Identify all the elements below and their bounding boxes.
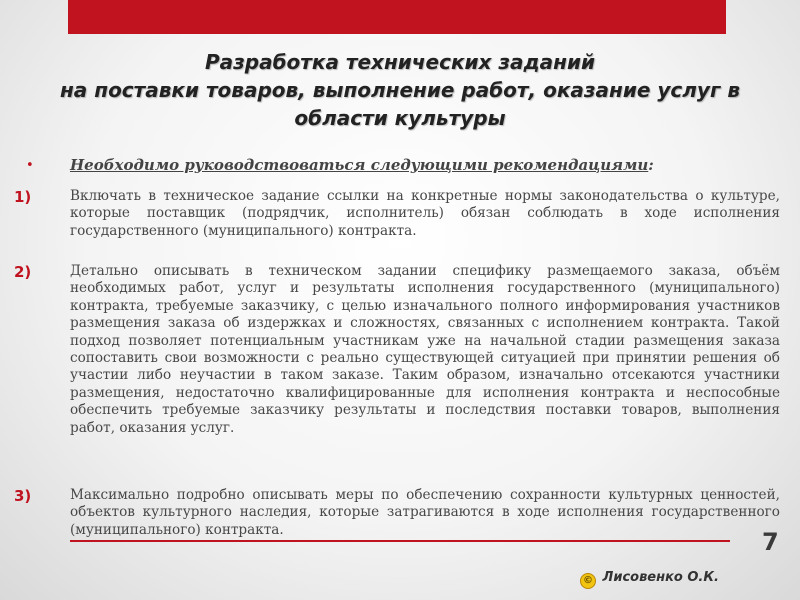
title-line-2: на поставки товаров, выполнение работ, оказание услуг в [59, 78, 741, 102]
lead-text-label: Необходимо руководствоваться следующими рекомендациями [70, 156, 649, 174]
item-text-1: Включать в техническое задание ссылки на конкретные нормы законодательства о культуре, которые поставщик (подрядчик, исполнитель) обязан соблюдать в ходе исполнения государственного (муниципального) контракта. [70, 188, 780, 239]
lead-text [70, 156, 782, 174]
item-text-2: Детально описывать в техническом задании специфику размещаемого заказа, объём необходимых работ, услуг и результаты исполнения государственного (муниципального) контракта, требуемые заказчику, с целью изначального полного информирования участников размещения заказа об издержках и сложностях, связанных с исполнением контракта. Такой подход позволяет потенциальным участникам уже на начальной стадии размещения заказа сопоставить свои возможности с реально существующей ситуацией при принятии решения об участии либо неучастии в таком заказе. Таким образом, изначально отсекаются участники размещения, недостаточно квалифицированные для исполнения контракта и неспособные обеспечить требуемые заказчику результаты и последствия поставки товаров, выполнения работ, оказания услуг. [70, 263, 780, 436]
item-number-2: 2) [14, 263, 32, 281]
title-line-1: Разработка технических заданий [204, 50, 596, 74]
copyright-icon: © [580, 573, 596, 589]
author-name: Лисовенко О.К. [602, 570, 719, 585]
footer-divider [70, 540, 730, 542]
title-line-3: области культуры [294, 106, 506, 130]
page-number: 7 [762, 528, 779, 556]
slide-title [40, 48, 760, 132]
item-number-1: 1) [14, 188, 32, 206]
item-text-3: Максимально подробно описывать меры по обеспечению сохранности культурных ценностей, объектов культурного наследия, которые затрагиваются в ходе исполнения государственного (муниципального) контракта. [70, 487, 780, 538]
author-credit [580, 570, 719, 589]
header-bar [68, 0, 726, 34]
item-number-3: 3) [14, 487, 32, 505]
bullet-icon: • [26, 158, 34, 173]
lead-colon: : [648, 156, 654, 174]
